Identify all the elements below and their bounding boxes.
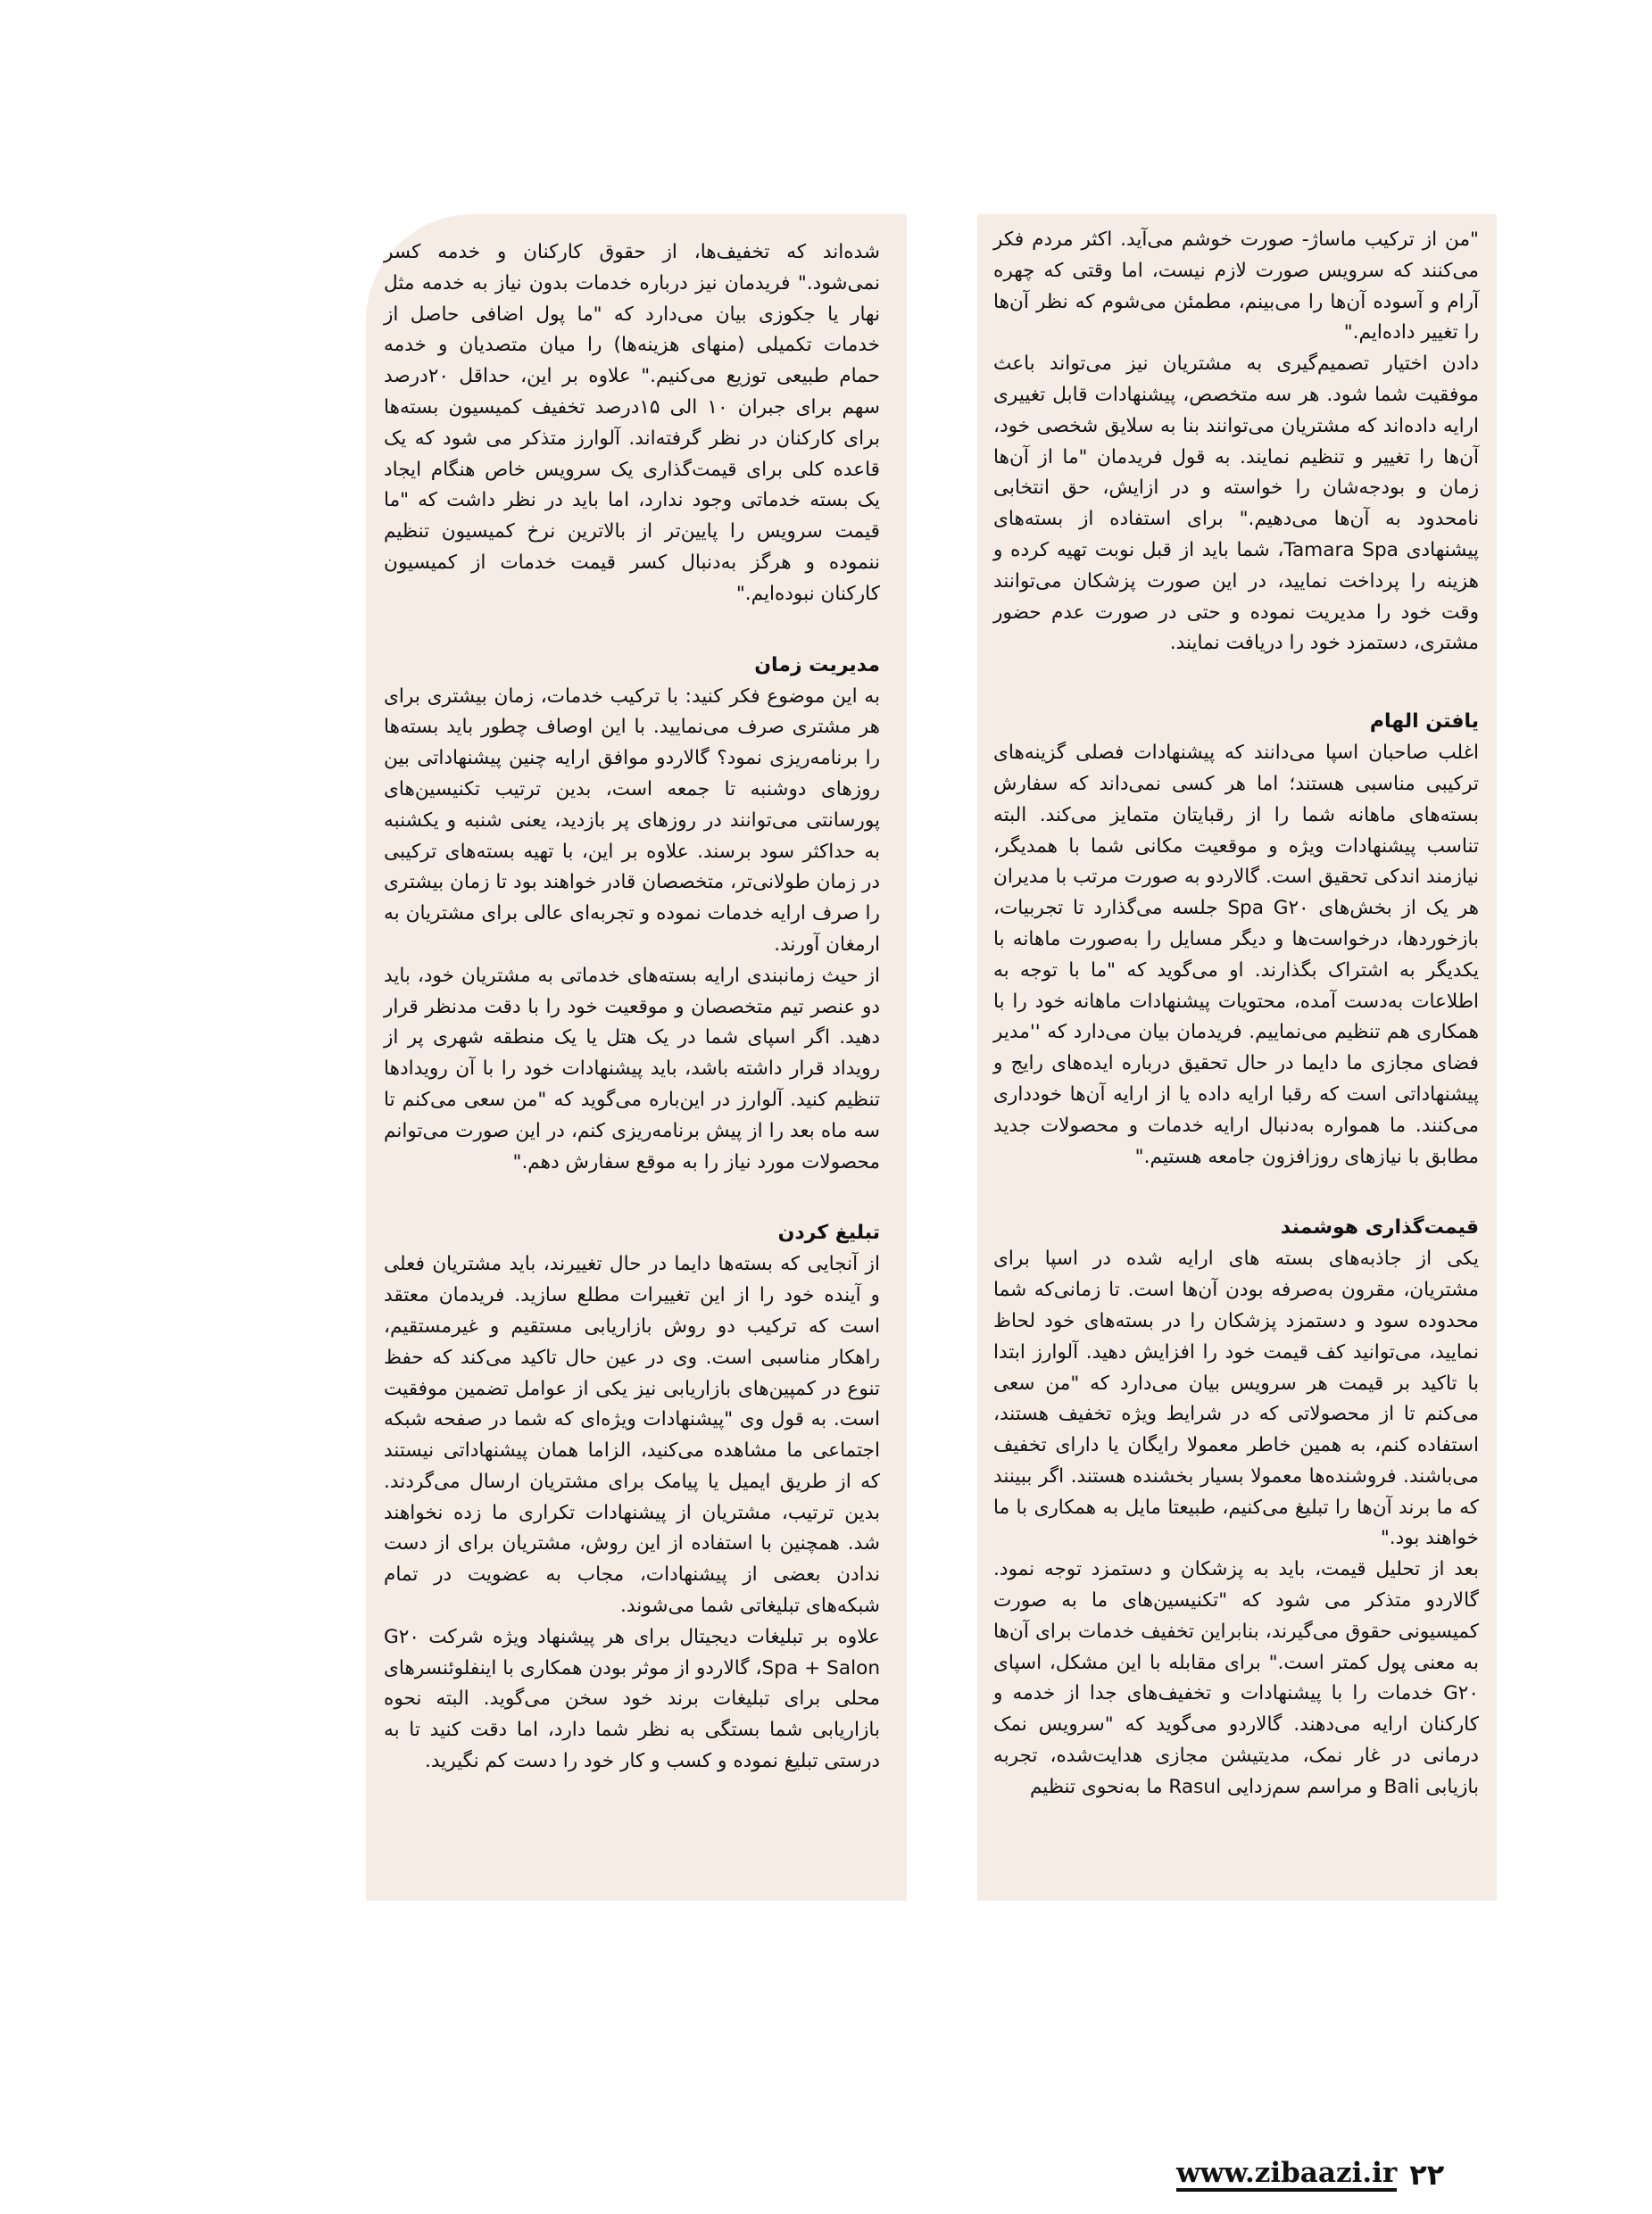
paragraph-seasonal-offers: اغلب صاحبان اسپا می‌دانند که پیشنهادات فصلی گزینه‌های ترکیبی مناسبی هستند؛ اما هر کسی نمی‌داند که سفارش بسته‌های ماهانه شما را از رقبایتان متمایز می‌کند. البته تناسب پیشنهادات ویژه و موقعیت مکانی شما با همدیگر، نیازمند اندکی تحقیق است. گالاردو به صورت مرتب با مدیران هر یک از بخش‌های Spa G۲۰ جلسه می‌گذارد تا تجربیات، بازخوردها، درخواست‌ها و دیگر مسایل را به‌صورت ماهانه با یکدیگر به اشتراک بگذارند. او می‌گوید که "ما با توجه به اطلاعات به‌دست آمده، محتویات پیشنهادات ماهانه خود را با همکاری هم تنظیم می‌نماییم. فریدمان بیان می‌دارد که ''مدیر فضای مجازی ما دایما در حال تحقیق درباره ایده‌های رایج و پیشنهاداتی است که رقبا ارایه داده یا از ارایه آن‌ها خودداری می‌کنند. ما همواره به‌دنبال ارایه خدمات و محصولات جدید مطابق با نیازهای روزافزون جامعه هستیم.": [993, 742, 1479, 1168]
paragraph-price-analysis: بعد از تحلیل قیمت، باید به پزشکان و دستمزد توجه نمود. گالاردو متذکر می شود که "تکنیسین‌های ما به صورت کمیسیونی حقوق می‌گیرند، بنابراین تخفیف خدمات برای آن‌ها به معنی پول کمتر است." برای مقابله با این مشکل، اسپای G۲۰ خدمات را با پیشنهادات و تخفیف‌های جدا از خدمه و کارکنان ارایه می‌دهند. گالاردو می‌گوید که "سرویس نمک درمانی در غار نمک، مدیتیشن مجازی هدایت‌شده، تجربه بازیابی Bali و مراسم سم‌زدایی Rasul ما به‌نحوی تنظیم: [993, 1558, 1479, 1798]
heading-finding-inspiration: یافتن الهام: [1369, 710, 1479, 734]
paragraph-marketing: از آنجایی که بسته‌ها دایما در حال تغییرند، باید مشتریان فعلی و آینده خود را از این تغییرات مطلع سازید. فریدمان معتقد است که ترکیب دو روش بازاریابی مستقیم و غیرمستقیم، راهکار مناسبی است. وی در عین حال تاکید می‌کند که حفظ تنوع در کمپین‌های بازاریابی نیز یکی از عوامل تضمین موفقیت است. به قول وی "پیشنهادات ویژه‌ای که شما در صفحه شبکه اجتماعی ما مشاهده می‌کنید، الزاما همان پیشنهاداتی نیستند که از طریق ایمیل یا پیامک برای مشتریان ارسال می‌گردند. بدین ترتیب، مشتریان از پیشنهادات تکراری ما زده نخواهند شد. همچنین با استفاده از این روش، مشتریان برای از دست ندادن بعضی از پیشنهادات، مجاب به عضویت در تمام شبکه‌های تبلیغاتی شما می‌شوند.: [384, 1253, 880, 1618]
paragraph-timing-location: از حیث زمانبندی ارایه بسته‌های خدماتی به مشتریان خود، باید دو عنصر تیم متخصصان و موقعیت خود را با دقت مدنظر قرار دهید. اگر اسپای شما در یک هتل یا یک منطقه شهری پر از رویداد قرار داشته باشد، باید پیشنهادات خود را با آن رویدادها تنظیم کنید. آلوارز در این‌باره می‌گوید که "من سعی می‌کنم تا سه ماه بعد را از پیش برنامه‌ریزی کنم، در این صورت می‌توانم محصولات مورد نیاز را به موقع سفارش دهم.": [384, 964, 880, 1173]
paragraph-affordability: یکی از جاذبه‌های بسته های ارایه شده در اسپا برای مشتریان، مقرون به‌صرفه بودن آن‌ها است. تا زمانی‌که شما محدوده سود و دستمزد پزشکان را در بسته‌های خود لحاظ نمایید، می‌توانید کف قیمت خود را افزایش دهید. آلوارز ابتدا با تاکید بر قیمت هر سرویس بیان می‌دارد که "من سعی می‌کنم تا از محصولاتی که در شرایط ویژه تخفیف هستند، استفاده کنم، به همین خاطر معمولا رایگان یا دارای تخفیف می‌باشند. فروشنده‌ها معمولا بسیار بخشنده هستند. اگر ببینند که ما برند آن‌ها را تبلیغ می‌کنیم، طبیعتا مایل به همکاری با ما خواهند بود.": [993, 1248, 1479, 1550]
website-link[interactable]: www.zibaazi.ir: [1176, 2159, 1397, 2192]
heading-smart-pricing: قیمت‌گذاری هوشمند: [1280, 1216, 1479, 1240]
paragraph-customer-choice: دادن اختیار تصمیم‌گیری به مشتریان نیز می‌تواند باعث موفقیت شما شود. هر سه متخصص، پیشنهادات قابل تغییری ارایه داده‌اند که مشتریان می‌توانند بنا به سلایق شخصی خود، آن‌ها را تغییر و تنظیم نمایند. به قول فریدمان "ما از آن‌ها زمان و بودجه‌شان را خواسته و در ازایش، حق انتخابی نامحدود به آن‌ها می‌دهیم." برای استفاده از بسته‌های پیشنهادی Tamara Spa، شما باید از قبل نوبت تهیه کرده و هزینه را پرداخت نمایید، در این صورت پزشکان می‌توانند وقت خود را مدیریت نموده و حتی در صورت عدم حضور مشتری، دستمزد خود را دریافت نمایند.: [993, 352, 1479, 655]
paragraph-intro-quote: "من از ترکیب ماساژ- صورت خوشم می‌آید. اکثر مردم فکر می‌کنند که سرویس صورت لازم نیست، اما وقتی که چهره آرام و آسوده آن‌ها را می‌بینم، مطمئن می‌شوم که نظر آن‌ها را تغییر داده‌ایم.": [993, 228, 1479, 344]
paragraph-digital-ads: علاوه بر تبلیغات دیجیتال برای هر پیشنهاد ویژه شرکت G۲۰ Spa + Salon، گالاردو از موثر بودن همکاری با اینفلوئنسرهای محلی برای تبلیغات برند خود سخن می‌گوید. البته نحوه بازاریابی شما بستگی به نظر شما دارد، اما دقت کنید تا به درستی تبلیغ نموده و کسب و کار خود را دست کم نگیرید.: [384, 1625, 881, 1773]
heading-time-management: مدیریت زمان: [754, 653, 880, 676]
heading-advertising: تبلیغ کردن: [777, 1222, 880, 1245]
article-column-left: [366, 214, 907, 1901]
page-footer: [1176, 2158, 1444, 2192]
page-number: ۲۲: [1409, 2158, 1445, 2192]
paragraph-scheduling: به این موضوع فکر کنید: با ترکیب خدمات، زمان بیشتری برای هر مشتری صرف می‌نمایید. با این اوصاف چطور باید بسته‌ها را برنامه‌ریزی نمود؟ گالاردو موافق ارایه چنین پیشنهاداتی بین روزهای دوشنبه تا جمعه است، بدین ترتیب تکنیسین‌های پورسانتی می‌توانند در روزهای پر بازدید، یعنی شنبه و یکشنبه به حداکثر سود برسند. علاوه بر این، با تهیه بسته‌های ترکیبی در زمان طولانی‌تر، متخصصان قادر خواهند بود تا زمان بیشتری را صرف ارایه خدمات نموده و تجربه‌ای عالی برای مشتریان به ارمغان آورند.: [384, 684, 880, 956]
article-column-right: [977, 214, 1497, 1901]
paragraph-staff-discounts: شده‌اند که تخفیف‌ها، از حقوق کارکنان و خدمه کسر نمی‌شود." فریدمان نیز درباره خدمات بدون نیاز به خدمه مثل نهار یا جکوزی بیان می‌دارد که "ما پول اضافی حاصل از خدمات تکمیلی (منهای هزینه‌ها) را میان متصدیان و خدمه حمام طبیعی توزیع می‌کنیم." علاوه بر این، حداقل ۲۰درصد سهم برای جبران ۱۰ الی ۱۵درصد تخفیف کمیسیون بسته‌ها برای کارکنان در نظر گرفته‌اند. آلوارز متذکر می شود که یک قاعده کلی برای قیمت‌گذاری یک سرویس خاص هنگام ایجاد یک بسته خدماتی وجود ندارد، اما باید در نظر داشت که "ما قیمت سرویس را پایین‌تر از بالاترین نرخ کمیسیون تنظیم ننموده و هرگز به‌دنبال کسر قیمت خدمات از کمیسیون کارکنان نبوده‌ایم.": [384, 241, 880, 605]
